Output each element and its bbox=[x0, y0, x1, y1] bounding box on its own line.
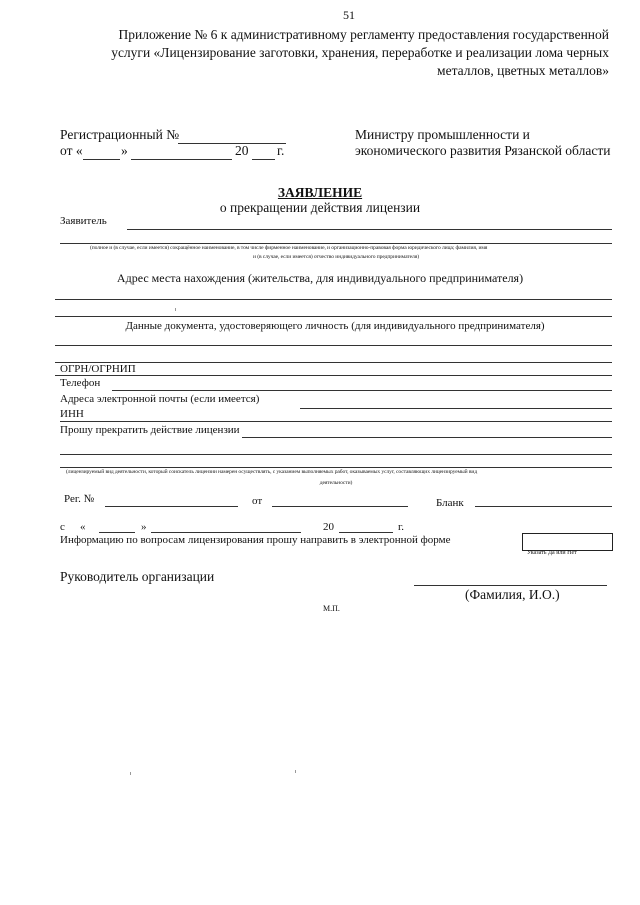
license-reg-label: Рег. № bbox=[64, 493, 95, 505]
registration-day-line[interactable] bbox=[83, 159, 120, 160]
applicant-line-1[interactable] bbox=[127, 229, 612, 230]
license-year-line[interactable] bbox=[339, 532, 393, 533]
address-line-1[interactable] bbox=[55, 299, 612, 300]
registration-year-line[interactable] bbox=[252, 159, 275, 160]
electronic-info-label: Информацию по вопросам лицензирования прошу направить в электронной форме bbox=[60, 534, 451, 546]
license-from-label: от bbox=[252, 495, 263, 507]
appendix-line-1: Приложение № 6 к административному регламенту предоставления государственной bbox=[118, 27, 609, 42]
license-year-suffix: г. bbox=[398, 521, 405, 533]
email-label: Адреса электронной почты (если имеется) bbox=[60, 393, 260, 405]
registration-year-suffix: г. bbox=[277, 143, 285, 158]
appendix-line-2: услуги «Лицензирование заготовки, хранения, переработке и реализации лома черных bbox=[111, 45, 609, 60]
license-day-line[interactable] bbox=[99, 532, 135, 533]
inn-label: ИНН bbox=[60, 408, 84, 420]
scan-speck bbox=[175, 308, 176, 311]
terminate-line-3[interactable] bbox=[60, 467, 612, 468]
addressee-line-2: экономического развития Рязанской области bbox=[355, 143, 611, 158]
license-from-line[interactable] bbox=[272, 506, 408, 507]
ogrn-label: ОГРН/ОГРНИП bbox=[60, 363, 136, 375]
address-label: Адрес места нахождения (жительства, для индивидуального предпринимателя) bbox=[116, 271, 524, 285]
inn-line[interactable] bbox=[60, 421, 612, 422]
identity-line-1[interactable] bbox=[55, 345, 612, 346]
registration-number-label: Регистрационный № bbox=[60, 127, 180, 142]
phone-line[interactable] bbox=[112, 390, 612, 391]
terminate-label: Прошу прекратить действие лицензии bbox=[60, 424, 240, 436]
yes-no-box[interactable] bbox=[522, 533, 613, 551]
scan-speck bbox=[295, 770, 296, 773]
phone-label: Телефон bbox=[60, 377, 101, 389]
applicant-hint-line-1: (полное и (в случае, если имеется) сокращённое наименование, в том числе фирменное наименование, и организационно-правовая форма юридического лица; фамилия, имя bbox=[90, 245, 488, 251]
activity-hint-line-2: деятельности) bbox=[319, 480, 353, 486]
registration-year-prefix: 20 bbox=[235, 143, 249, 158]
registration-month-line[interactable] bbox=[131, 159, 232, 160]
license-since-label: с bbox=[60, 521, 65, 533]
activity-hint-line-1: (лицензируемый вид деятельности, который соискатель лицензии намерен осуществлять, с указанием выполняемых работ, оказываемых услуг, составляющих лицензируемый вид bbox=[66, 469, 478, 475]
license-year-prefix: 20 bbox=[323, 521, 334, 533]
license-quote-close: » bbox=[141, 521, 147, 533]
address-line-2[interactable] bbox=[55, 316, 612, 317]
registration-date-prefix: от « bbox=[60, 143, 83, 158]
document-subtitle: о прекращении действия лицензии bbox=[219, 200, 421, 215]
license-blank-label: Бланк bbox=[436, 497, 464, 509]
applicant-hint-line-2: и (в случае, если имеется) отчество индивидуального предпринимателя) bbox=[253, 254, 419, 260]
signature-line[interactable] bbox=[414, 585, 607, 586]
registration-date-mid: » bbox=[121, 143, 128, 158]
applicant-line-2[interactable] bbox=[60, 243, 612, 244]
license-month-line[interactable] bbox=[151, 532, 301, 533]
license-blank-line[interactable] bbox=[475, 506, 612, 507]
appendix-line-3: металлов, цветных металлов» bbox=[437, 63, 609, 78]
registration-number-line[interactable] bbox=[178, 143, 286, 144]
stamp-label: М.П. bbox=[323, 604, 340, 613]
yes-no-hint: Указать Да или Нет bbox=[527, 550, 577, 556]
email-line[interactable] bbox=[300, 408, 612, 409]
identity-line-2[interactable] bbox=[55, 362, 612, 363]
page-number: 51 bbox=[343, 8, 355, 22]
document-title: ЗАЯВЛЕНИЕ bbox=[277, 185, 363, 200]
terminate-line-2[interactable] bbox=[60, 454, 612, 455]
ogrn-line[interactable] bbox=[55, 375, 612, 376]
addressee-line-1: Министру промышленности и bbox=[355, 127, 530, 142]
applicant-label: Заявитель bbox=[60, 215, 107, 227]
head-of-org-label: Руководитель организации bbox=[60, 569, 215, 584]
scan-speck bbox=[130, 772, 131, 775]
identity-label: Данные документа, удостоверяющего личность (для индивидуального предпринимателя) bbox=[125, 320, 545, 332]
signature-hint: (Фамилия, И.О.) bbox=[465, 587, 560, 602]
license-reg-line[interactable] bbox=[105, 506, 238, 507]
terminate-line-1[interactable] bbox=[242, 437, 612, 438]
license-quote-open: « bbox=[80, 521, 86, 533]
